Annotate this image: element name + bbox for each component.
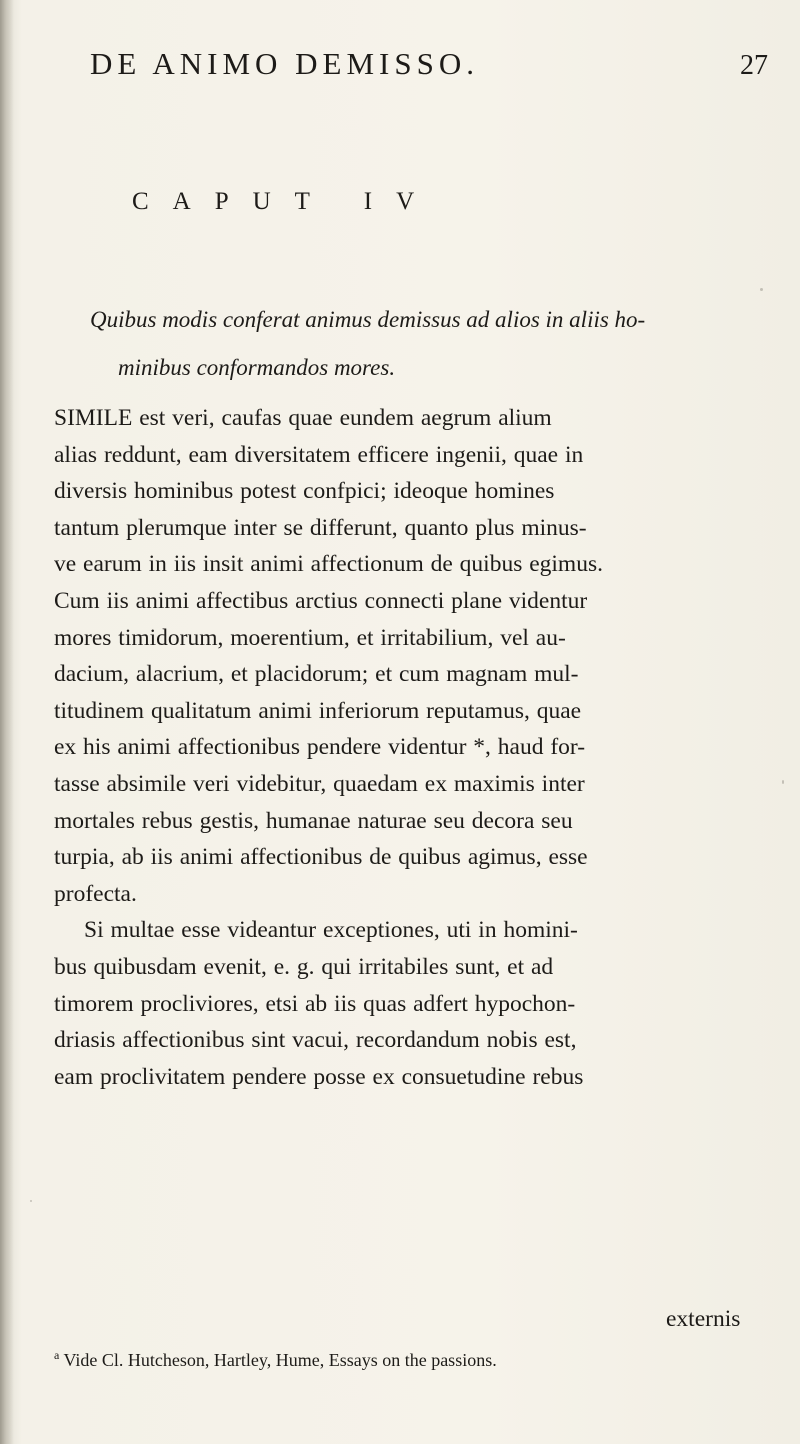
body-line: SIMILE est veri, caufas quae eundem aegrum alium [54,405,552,431]
chapter-heading: CAPUT IV [132,188,439,215]
body-line: eam proclivitatem pendere posse ex consuetudine rebus [54,1063,584,1090]
body-line: ex his animi affectionibus pendere videntur *, haud for- [54,734,586,761]
body-line: alias reddunt, eam diversitatem efficere ingenii, quae in [54,441,584,468]
footnote-marker: a [54,1348,60,1362]
body-line: timorem procliviores, etsi ab iis quas adfert hypochon- [54,990,576,1017]
footnote-text: Vide Cl. Hutcheson, Hartley, Hume, Essays on the passions. [63,1350,497,1370]
body-line: turpia, ab iis animi affectionibus de quibus agimus, esse [54,844,588,871]
body-line: titudinem qualitatum animi inferiorum reputamus, quae [54,697,582,724]
summary-line-1: Quibus modis conferat animus demissus ad alios in aliis ho- [90,307,646,332]
body-line: bus quibusdam evenit, e. g. qui irritabiles sunt, et ad [54,953,554,980]
body-line: mortales rebus gestis, humanae naturae seu decora seu [54,807,573,834]
body-line: dacium, alacrium, et placidorum; et cum magnam mul- [54,661,579,688]
binding-shadow [0,0,14,1444]
body-line: tasse absimile veri videbitur, quaedam ex maximis inter [54,770,585,797]
body-line: profecta. [54,880,137,907]
paper-speck [782,780,784,784]
paper-speck [760,288,763,291]
catchword: externis [666,1306,741,1332]
body-line: Cum iis animi affectibus arctius connecti plane videntur [54,587,588,614]
body-text [54,400,794,1095]
running-head: DE ANIMO DEMISSO. [90,46,479,81]
body-line: ve earum in iis insit animi affectionum de quibus egimus. [54,551,603,578]
summary-line-2: minibus conformandos mores. [118,355,396,380]
body-line: driasis affectionibus sint vacui, recordandum nobis est, [54,1027,577,1054]
paper-speck [30,1200,32,1202]
body-line: diversis hominibus potest confpici; ideoque homines [54,478,555,505]
body-line: tantum plerumque inter se differunt, quanto plus minus- [54,514,587,541]
footnote [54,1348,794,1371]
body-line: Si multae esse videantur exceptiones, uti in homini- [84,917,578,944]
body-line: mores timidorum, moerentium, et irritabilium, vel au- [54,624,566,651]
chapter-summary [90,296,790,392]
page-number: 27 [740,50,768,81]
